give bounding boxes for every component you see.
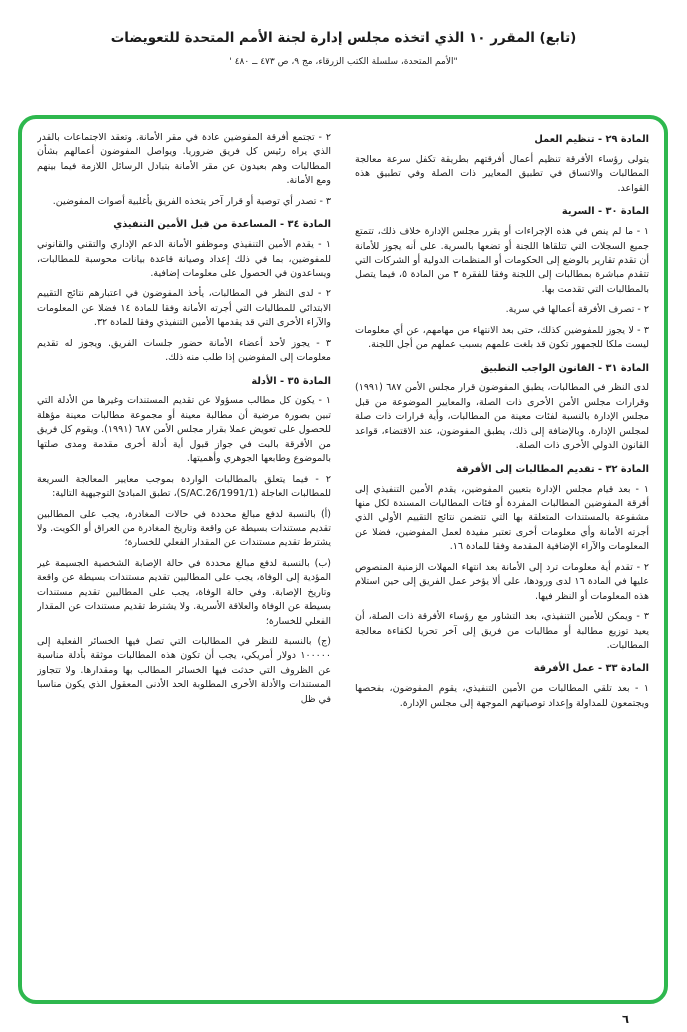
body-paragraph: ١ - يقدم الأمين التنفيذي وموظفو الأمانة الدعم الإداري والتقني والقانوني للمفوضين، بما في ذلك إعداد وصيانة قاعدة بيانات محوسبة للمطالبات، ويساعدون في الحصول على معلومات إضافية.	[37, 239, 331, 279]
body-paragraph: (ب) بالنسبة لدفع مبالغ محددة في حالة الإصابة الشخصية الجسيمة غير المؤدية إلى الوفاة، يجب على المطالبين تقديم مستندات بسيطة عن واقعة وتاريخ الإصابة. وفي حالة الوفاة، يجب على المطالبين تقديم مستندات بسيطة عن الوفاة والعلاقة الأسرية. ولا يشترط تقديم مستندات عن المقدار الفعلي للخسارة؛	[37, 557, 331, 627]
body-paragraph: ٣ - لا يجوز للمفوضين كذلك، حتى بعد الانتهاء من مهامهم، عن أي معلومات ليست ملكا للجمهور تكون قد بلغت علمهم بسبب عملهم من أجل اللجنة.	[355, 324, 649, 351]
body-paragraph: لدى النظر في المطالبات، يطبق المفوضون قرار مجلس الأمن ٦٨٧ (١٩٩١) وقرارات مجلس الأمن الأخرى ذات الصلة، والمعايير الموضوعة من قبل مجلس الإدارة بالنسبة لفئات معينة من المطالبات، وأية قرارات ذات صلة لمجلس الإدارة. وبالإضافة إلى ذلك، يطبق المفوضون، عند الاقتضاء، قواعد القانون الدولي الأخرى ذات الصلة.	[355, 382, 649, 452]
body-paragraph: ٢ - تجتمع أفرقة المفوضين عادة في مقر الأمانة. وتعقد الاجتماعات بالقدر الذي يراه رئيس كل فريق ضروريا. ويواصل المفوضون أعمالهم بشأن المطالبات وهم بعيدون عن مقر الأمانة بتبادل الرسائل اللازمة فيما بينهم ومع الأمانة.	[37, 132, 331, 187]
article-heading: المادة ٢٩ - تنظيم العمل	[534, 134, 649, 145]
article-heading: المادة ٣٤ - المساعدة من قبل الأمين التنفيذي	[113, 219, 331, 231]
page-number: ٦	[621, 1012, 629, 1026]
article-heading: المادة ٣٥ - الأدلة	[251, 375, 331, 387]
body-paragraph: (ج) بالنسبة للنظر في المطالبات التي تصل فيها الخسائر الفعلية إلى ١٠٠٠٠٠ دولار أمريكي، يجب أن تكون هذه المطالبات موثقة بأدلة مناسبة عن الظروف التي حدثت فيها الخسائر المطالب بها ومقدارها. ولا تتجاوز المستندات والأدلة الأخرى المطلوبة الحد الأدنى المعقول الذي يكون مناسبا في ظل	[37, 636, 331, 705]
article-heading: المادة ٣٠ - السرية	[561, 206, 649, 218]
column-left	[37, 131, 331, 990]
document-title: (تابع) المقرر ١٠ الذي اتخذه مجلس إدارة لجنة الأمم المتحدة للتعويضات	[110, 30, 577, 46]
body-paragraph: ١ - بعد قيام مجلس الإدارة بتعيين المفوضين، يقدم الأمين التنفيذي إلى أفرقة المفوضين المطالبات المفردة أو فئات المطالبات المسندة لكل منها مشفوعة بالمستندات المتعلقة بها التي تتضمن نتائج التقييم الأولي الذي أجرته الأمانة وأي معلومات أخرى تعتبر مفيدة لعمل المفوضين، فضلا عن المعلومات والآراء الإضافية المقدمة وفقا للمادة ١٦.	[355, 483, 649, 553]
article-heading: المادة ٣٣ - عمل الأفرقة	[533, 663, 649, 675]
body-paragraph: ٢ - تصرف الأفرقة أعمالها في سرية.	[505, 304, 649, 316]
document-subtitle: "الأمم المتحدة، سلسلة الكتب الزرقاء، مج ٩، ص ٤٧٣ ــ ٤٨٠ '	[229, 57, 458, 67]
body-paragraph: ١ - ما لم ينص في هذه الإجراءات أو يقرر مجلس الإدارة خلاف ذلك، تتمتع جميع السجلات التي تتلقاها اللجنة أو تضعها بالسرية. على أنه يجوز للأمانة أن تقدم تقارير بالوضع إلى الحكومات أو المنظمات الدولية أو الشركات التي تتقدم مباشرة بمطالبات إلى اللجنة وفقا للفقرة ٣ من المادة ٥، فيما يتصل بالمطالبات التي تقدمت بها.	[355, 226, 649, 295]
article-heading: المادة ٣١ - القانون الواجب التطبيق	[480, 362, 649, 374]
body-paragraph: ٣ - ويمكن للأمين التنفيذي، بعد التشاور مع رؤساء الأفرقة ذات الصلة، أن يعيد توزيع مطالبة أو مطالبات من فريق إلى آخر تحريا لكفاءة معالجة المطالبات.	[355, 611, 649, 651]
body-paragraph: ١ - بعد تلقي المطالبات من الأمين التنفيذي، يقوم المفوضون، بفحصها ويجتمعون للمداولة وإعداد توصياتهم الموجهة إلى مجلس الإدارة.	[355, 683, 649, 709]
two-column-layout	[37, 131, 649, 990]
body-paragraph: ٣ - تصدر أي توصية أو قرار آخر يتخذه الفريق بأغلبية أصوات المفوضين.	[52, 195, 331, 207]
document-header	[0, 0, 687, 67]
article-heading: المادة ٣٢ - تقديم المطالبات إلى الأفرقة	[456, 463, 649, 475]
green-border-frame	[18, 115, 668, 1004]
body-paragraph: ٢ - فيما يتعلق بالمطالبات الواردة بموجب معايير المعالجة السريعة للمطالبات العاجلة (S/AC.26/1991/1)، تطبق المبادئ التوجيهية التالية:	[37, 473, 331, 500]
body-paragraph: ٢ - لدى النظر في المطالبات، يأخذ المفوضون في اعتبارهم نتائج التقييم الابتدائي للمطالبات التي أجرته الأمانة وفقا للمادة ١٤ فضلا عن المعلومات والآراء الأخرى التي قد يقدمها الأمين التنفيذي وفقا للمادة ٣٢.	[37, 288, 331, 329]
column-right	[355, 131, 649, 990]
body-paragraph: ١ - يكون كل مطالب مسؤولا عن تقديم المستندات وغيرها من الأدلة التي تبين بصورة مرضية أن مطالبة معينة أو مجموعة مطالبات معينة مؤهلة للحصول على تعويض عملا بقرار مجلس الأمن ٦٨٧ (١٩٩١). ويقوم كل فريق من الأفرقة بالبت في جواز قبول أية أدلة أخرى مقدمة ومدى صلتها بالموضوع وطابعها الجوهري وأهميتها.	[37, 395, 331, 465]
body-paragraph: يتولى رؤساء الأفرقة تنظيم أعمال أفرقتهم بطريقة تكفل سرعة معالجة المطالبات والاتساق في تطبيق المعايير ذات الصلة وفي تطبيق هذه القواعد.	[355, 153, 649, 194]
body-paragraph: ٣ - يجوز لأحد أعضاء الأمانة حضور جلسات الفريق. ويجوز له تقديم معلومات إلى المفوضين إذا طلب منه ذلك.	[37, 337, 331, 364]
body-paragraph: ٢ - تقدم أية معلومات ترد إلى الأمانة بعد انتهاء المهلات الزمنية المنصوص عليها في المادة ١٦ لدى ورودها، على ألا يؤخر عمل الفريق إلى حين استلام هذه المعلومات أو النظر فيها.	[355, 561, 649, 602]
body-paragraph: (أ) بالنسبة لدفع مبالغ محددة في حالات المغادرة، يجب على المطالبين تقديم مستندات بسيطة عن واقعة وتاريخ المغادرة من العراق أو الكويت. ولا يشترط تقديم مستندات عن المقدار الفعلي للخسارة؛	[37, 508, 331, 549]
